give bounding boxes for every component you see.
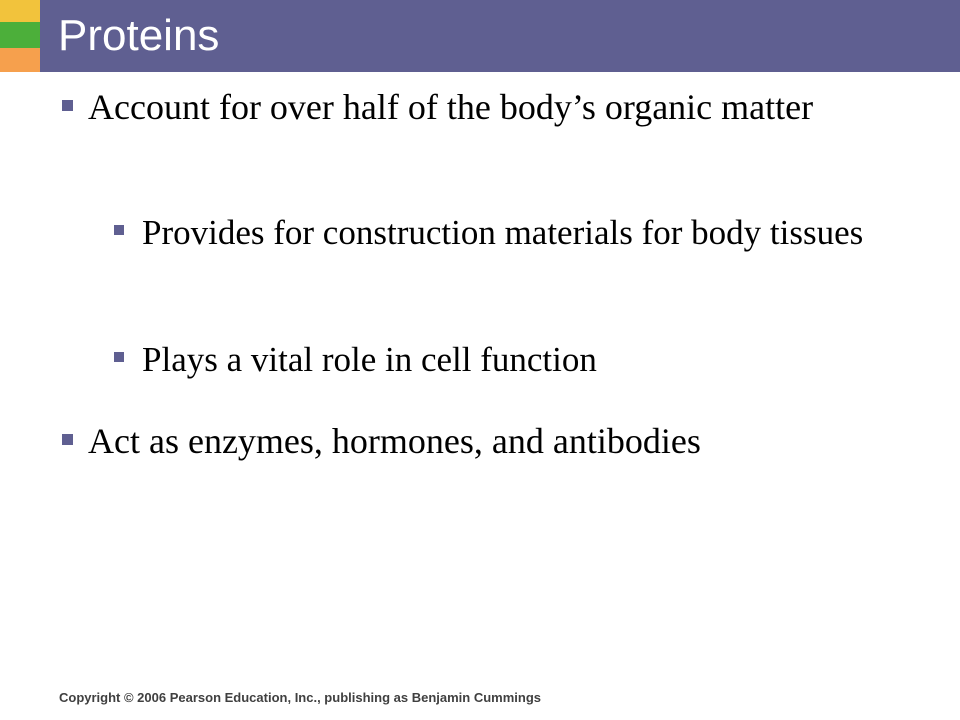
sub-bullet-item (112, 210, 912, 256)
bullet-text: Account for over half of the body’s organic matter (88, 87, 814, 127)
bullet-item (58, 418, 918, 464)
sub-bullet-text: Provides for construction materials for body tissues (142, 213, 864, 252)
square-bullet-icon (114, 225, 124, 235)
sub-bullet-text: Plays a vital role in cell function (142, 340, 597, 379)
square-bullet-icon (114, 352, 124, 362)
slide-title: Proteins (58, 11, 220, 60)
sub-bullet-item (112, 337, 912, 383)
bullet-item (58, 84, 918, 130)
square-bullet-icon (62, 100, 73, 111)
copyright-footer: Copyright © 2006 Pearson Education, Inc., publishing as Benjamin Cummings (59, 690, 541, 705)
square-bullet-icon (62, 434, 73, 445)
bullet-text: Act as enzymes, hormones, and antibodies (88, 421, 701, 461)
